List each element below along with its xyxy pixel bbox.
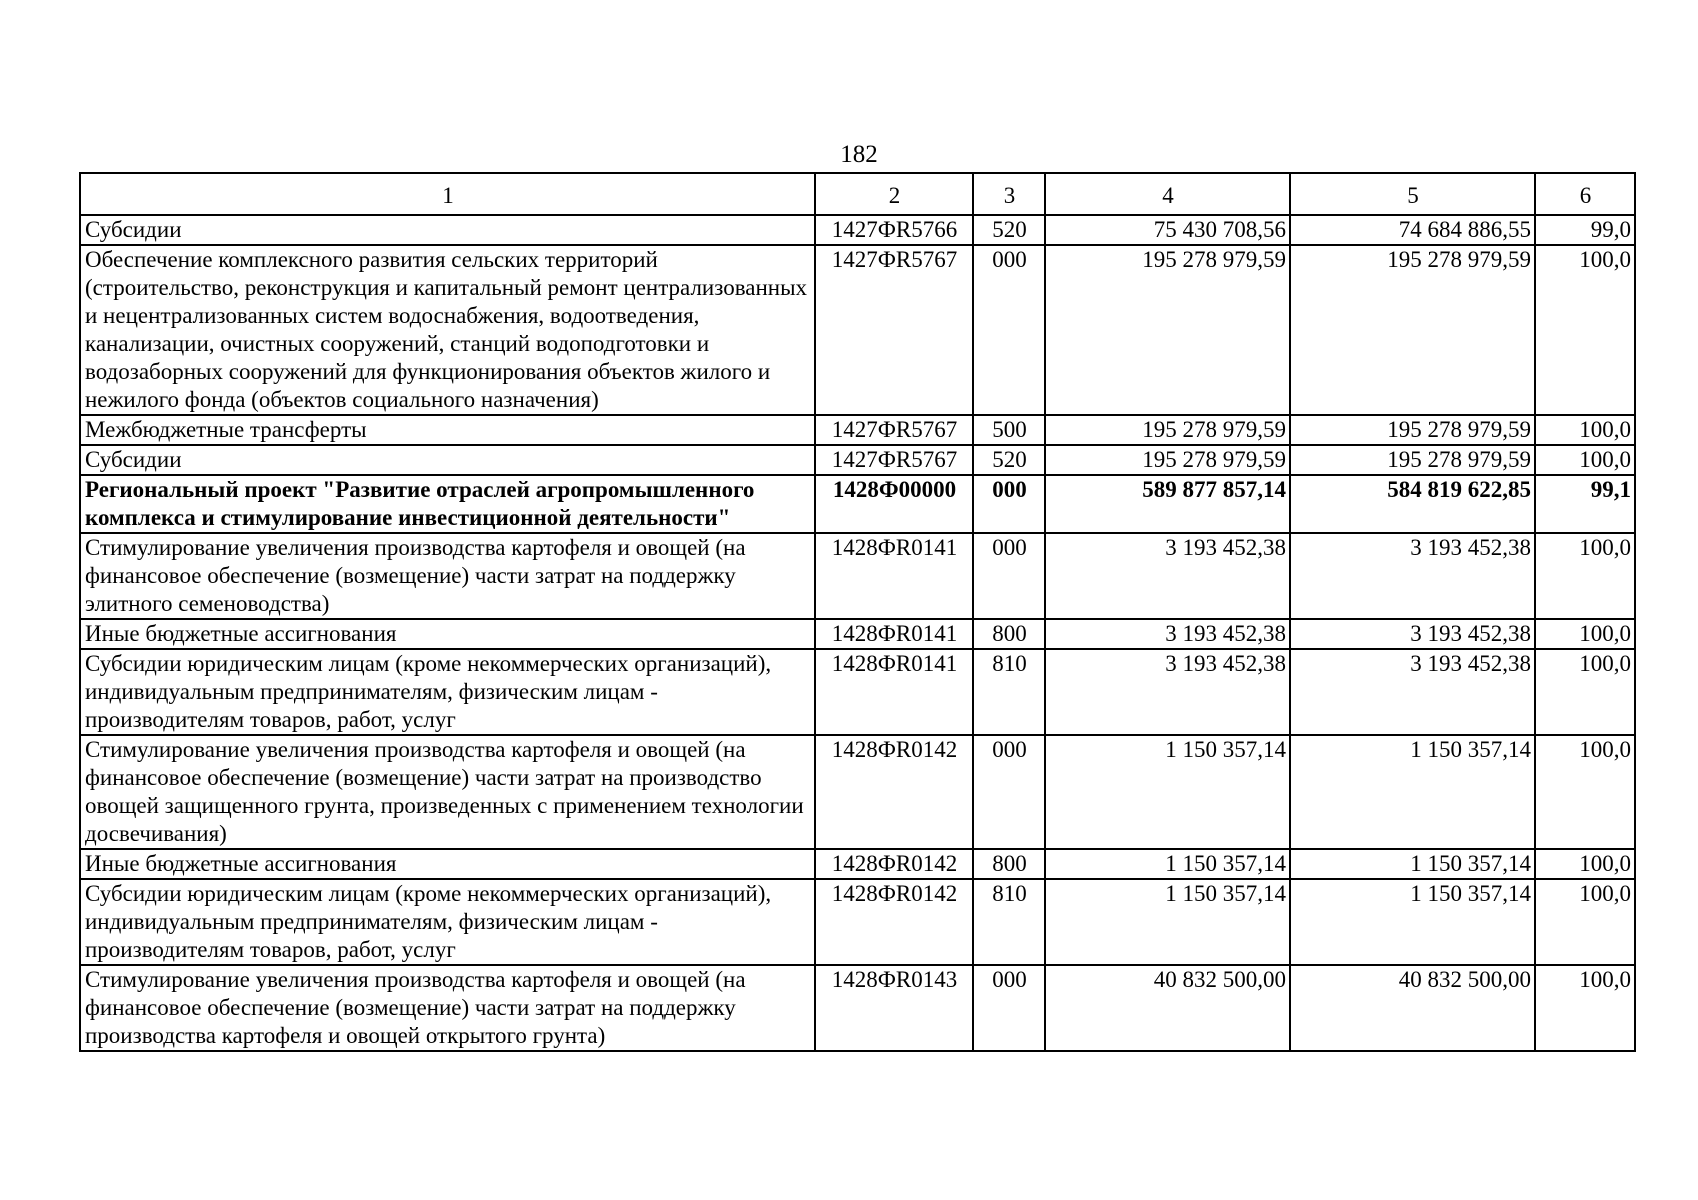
- row-planned-amount-cell: 3 193 452,38: [1045, 619, 1290, 649]
- table-row: [80, 475, 1635, 533]
- row-expense-type-cell: 810: [973, 649, 1045, 735]
- row-expense-type-cell: 000: [973, 735, 1045, 849]
- table-row: [80, 445, 1635, 475]
- budget-table: [79, 172, 1636, 1052]
- row-executed-amount-cell: 1 150 357,14: [1290, 735, 1535, 849]
- row-execution-percent-cell: 100,0: [1535, 619, 1635, 649]
- row-planned-amount-cell: 195 278 979,59: [1045, 445, 1290, 475]
- row-execution-percent-cell: 100,0: [1535, 445, 1635, 475]
- row-executed-amount-cell: 74 684 886,55: [1290, 215, 1535, 245]
- row-name-cell: Субсидии: [80, 215, 815, 245]
- row-code-cell: 1427ФR5767: [815, 245, 973, 415]
- row-execution-percent-cell: 100,0: [1535, 965, 1635, 1051]
- row-executed-amount-cell: 1 150 357,14: [1290, 849, 1535, 879]
- row-name-cell: Субсидии юридическим лицам (кроме некоммерческих организаций), индивидуальным предпринимателям, физическим лицам - производителям товаров, работ, услуг: [80, 649, 815, 735]
- row-executed-amount-cell: 3 193 452,38: [1290, 649, 1535, 735]
- row-planned-amount-cell: 589 877 857,14: [1045, 475, 1290, 533]
- row-name-cell: Субсидии: [80, 445, 815, 475]
- row-code-cell: 1428ФR0142: [815, 849, 973, 879]
- row-executed-amount-cell: 195 278 979,59: [1290, 445, 1535, 475]
- row-planned-amount-cell: 195 278 979,59: [1045, 245, 1290, 415]
- header-cell: 5: [1290, 173, 1535, 215]
- row-code-cell: 1428ФR0142: [815, 735, 973, 849]
- row-planned-amount-cell: 1 150 357,14: [1045, 879, 1290, 965]
- row-planned-amount-cell: 195 278 979,59: [1045, 415, 1290, 445]
- row-expense-type-cell: 000: [973, 475, 1045, 533]
- row-name-cell: Иные бюджетные ассигнования: [80, 849, 815, 879]
- row-expense-type-cell: 500: [973, 415, 1045, 445]
- row-code-cell: 1428ФR0141: [815, 619, 973, 649]
- row-code-cell: 1428ФR0142: [815, 879, 973, 965]
- row-planned-amount-cell: 75 430 708,56: [1045, 215, 1290, 245]
- row-execution-percent-cell: 99,1: [1535, 475, 1635, 533]
- row-planned-amount-cell: 3 193 452,38: [1045, 533, 1290, 619]
- row-execution-percent-cell: 100,0: [1535, 879, 1635, 965]
- row-expense-type-cell: 810: [973, 879, 1045, 965]
- row-name-cell: Субсидии юридическим лицам (кроме некоммерческих организаций), индивидуальным предпринимателям, физическим лицам - производителям товаров, работ, услуг: [80, 879, 815, 965]
- row-execution-percent-cell: 100,0: [1535, 533, 1635, 619]
- row-planned-amount-cell: 40 832 500,00: [1045, 965, 1290, 1051]
- row-expense-type-cell: 000: [973, 533, 1045, 619]
- row-name-cell: Обеспечение комплексного развития сельских территорий (строительство, реконструкция и капитальный ремонт централизованных и нецентрализованных систем водоснабжения, водоотведения, канализации, очистных сооружений, станций водоподготовки и водозаборных сооружений для функционирования объектов жилого и нежилого фонда (объектов социального назначения): [80, 245, 815, 415]
- row-expense-type-cell: 800: [973, 849, 1045, 879]
- header-cell: 6: [1535, 173, 1635, 215]
- row-planned-amount-cell: 1 150 357,14: [1045, 849, 1290, 879]
- table-row: [80, 415, 1635, 445]
- row-execution-percent-cell: 100,0: [1535, 245, 1635, 415]
- row-executed-amount-cell: 195 278 979,59: [1290, 245, 1535, 415]
- table-row: [80, 649, 1635, 735]
- row-expense-type-cell: 520: [973, 215, 1045, 245]
- row-planned-amount-cell: 1 150 357,14: [1045, 735, 1290, 849]
- table-row: [80, 879, 1635, 965]
- row-code-cell: 1428Ф00000: [815, 475, 973, 533]
- table-row: [80, 735, 1635, 849]
- row-name-cell: Межбюджетные трансферты: [80, 415, 815, 445]
- row-name-cell: Стимулирование увеличения производства картофеля и овощей (на финансовое обеспечение (возмещение) части затрат на поддержку производства картофеля и овощей открытого грунта): [80, 965, 815, 1051]
- row-planned-amount-cell: 3 193 452,38: [1045, 649, 1290, 735]
- table-row: [80, 849, 1635, 879]
- row-name-cell: Стимулирование увеличения производства картофеля и овощей (на финансовое обеспечение (возмещение) части затрат на производство овощей защищенного грунта, произведенных с применением технологии досвечивания): [80, 735, 815, 849]
- row-execution-percent-cell: 99,0: [1535, 215, 1635, 245]
- table-row: [80, 619, 1635, 649]
- table-row: [80, 533, 1635, 619]
- row-expense-type-cell: 520: [973, 445, 1045, 475]
- row-executed-amount-cell: 3 193 452,38: [1290, 533, 1535, 619]
- row-executed-amount-cell: 584 819 622,85: [1290, 475, 1535, 533]
- row-name-cell: Региональный проект "Развитие отраслей агропромышленного комплекса и стимулирование инвестиционной деятельности": [80, 475, 815, 533]
- table-row: [80, 965, 1635, 1051]
- table-row: [80, 245, 1635, 415]
- header-cell: 3: [973, 173, 1045, 215]
- row-execution-percent-cell: 100,0: [1535, 415, 1635, 445]
- row-code-cell: 1427ФR5766: [815, 215, 973, 245]
- row-code-cell: 1428ФR0141: [815, 533, 973, 619]
- page-number: 182: [840, 141, 878, 168]
- row-code-cell: 1428ФR0141: [815, 649, 973, 735]
- row-execution-percent-cell: 100,0: [1535, 649, 1635, 735]
- row-expense-type-cell: 000: [973, 245, 1045, 415]
- table-row: [80, 215, 1635, 245]
- row-execution-percent-cell: 100,0: [1535, 849, 1635, 879]
- header-row: [80, 173, 1635, 215]
- row-executed-amount-cell: 40 832 500,00: [1290, 965, 1535, 1051]
- header-cell: 1: [80, 173, 815, 215]
- row-executed-amount-cell: 1 150 357,14: [1290, 879, 1535, 965]
- row-code-cell: 1428ФR0143: [815, 965, 973, 1051]
- row-name-cell: Стимулирование увеличения производства картофеля и овощей (на финансовое обеспечение (возмещение) части затрат на поддержку элитного семеноводства): [80, 533, 815, 619]
- row-expense-type-cell: 000: [973, 965, 1045, 1051]
- header-cell: 4: [1045, 173, 1290, 215]
- row-name-cell: Иные бюджетные ассигнования: [80, 619, 815, 649]
- row-code-cell: 1427ФR5767: [815, 415, 973, 445]
- row-expense-type-cell: 800: [973, 619, 1045, 649]
- header-cell: 2: [815, 173, 973, 215]
- row-execution-percent-cell: 100,0: [1535, 735, 1635, 849]
- row-code-cell: 1427ФR5767: [815, 445, 973, 475]
- row-executed-amount-cell: 195 278 979,59: [1290, 415, 1535, 445]
- row-executed-amount-cell: 3 193 452,38: [1290, 619, 1535, 649]
